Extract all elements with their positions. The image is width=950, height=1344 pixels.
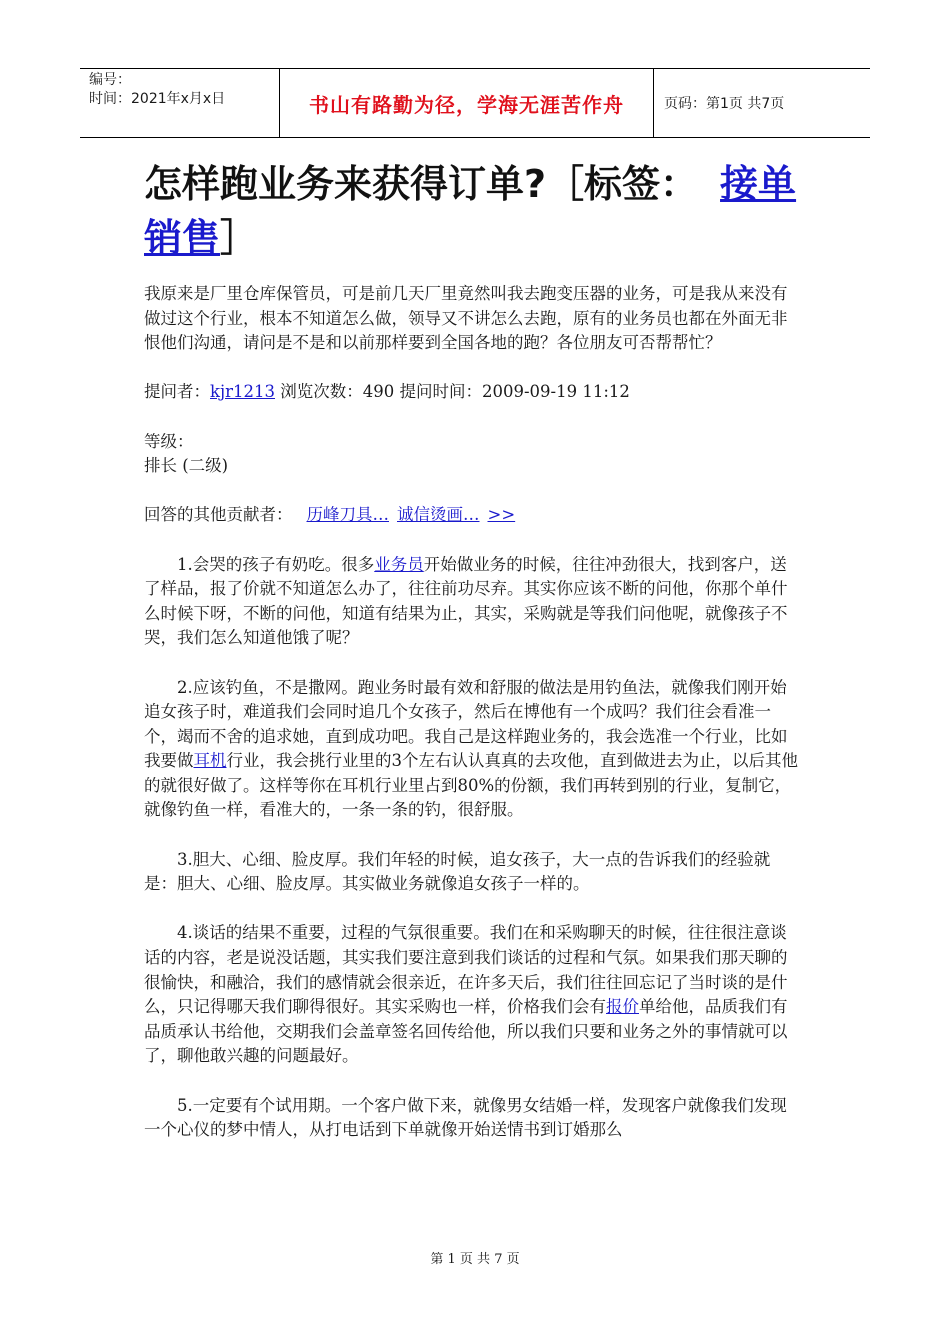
answer-paragraph-3: 3.胆大、心细、脸皮厚。我们年轻的时候，追女孩子，大一点的告诉我们的经验就是：胆大、心细、脸皮厚。其实做业务就像追女孩子一样的。 — [144, 849, 771, 894]
header-meta — [80, 69, 280, 137]
answer-4-text-a: 4.谈话的结果不重要，过程的气氛很重要。我们在和采购聊天的时候，往往很注意谈话的内容，老是说没话题，其实我们要注意到我们谈话的过程和气氛。如果我们那天聊的很愉快，和融洽，我们的感情就会很亲近，在许多天后，我们往往回忘记了当时谈的是什么，只记得哪天我们聊得很好。其实采购也一样，价格我们会有 — [144, 923, 788, 1017]
keyword-link-baojia[interactable]: 报价 — [606, 997, 639, 1017]
answer-4-text-b: 单给他，品质我们有品质承认书给他，交期我们会盖章签名回传给他，所以我们只要和业务之外的事情就可以了，聊他敢兴趣的问题最好。 — [144, 997, 788, 1066]
rank-block — [144, 430, 800, 479]
question-text: 我原来是厂里仓库保管员，可是前几天厂里竟然叫我去跑变压器的业务，可是我从来没有做过这个行业，根本不知道怎么做，领导又不讲怎么去跑，原有的业务员也都在外面无非恨他们沟通，请问是不是和以前那样要到全国各地的跑？各位朋友可否帮帮忙？ — [144, 284, 788, 353]
contributor-link-1[interactable]: 历峰刀具… — [306, 505, 389, 525]
contributor-link-2[interactable]: 诚信烫画… — [397, 505, 480, 525]
page-header — [80, 68, 870, 138]
rank-label: 等级： — [144, 431, 194, 451]
title-text: 怎样跑业务来获得订单?［标签： — [144, 162, 699, 206]
asker-link[interactable]: kjr1213 — [210, 382, 275, 402]
answer-paragraph-4 — [144, 921, 800, 1069]
answer-2-text-a: 2.应该钓鱼，不是撒网。跑业务时最有效和舒服的做法是用钓鱼法，就像我们刚开始追女孩子时，难道我们会同时追几个女孩子，然后在博他有一个成吗？我们往会看准一个，竭而不舍的追求她，直到成功吧。我自己是这样跑业务的，我会选准一个行业，比如我要做 — [144, 677, 788, 771]
answer-1-text-a: 1.会哭的孩子有奶吃。很多 — [177, 554, 375, 574]
tag-link-xiaoshou[interactable]: 销售 — [144, 216, 221, 260]
keyword-link-yewuyuan[interactable]: 业务员 — [374, 554, 424, 574]
header-number: 编号： — [89, 72, 131, 88]
question-meta — [144, 380, 800, 405]
header-page-number: 页码：第1页 共7页 — [664, 96, 785, 112]
answer-paragraph-2 — [144, 676, 800, 824]
rank-value: 排长 (二级) — [144, 456, 229, 476]
title-close-bracket: ］ — [220, 216, 259, 260]
answer-paragraph-5: 5.一定要有个试用期。一个客户做下来，就像男女结婚一样，发现客户就像我们发现一个心仪的梦中情人，从打电话到下单就像开始送情书到订婚那么 — [144, 1095, 787, 1140]
contributors-line — [144, 503, 800, 528]
page-title — [144, 157, 804, 265]
answer-2-text-b: 行业，我会挑行业里的3个左右认认真真的去攻他，直到做进去为止，以后其他的就很好做了。这样等你在耳机行业里占到80%的份额，我们再转到别的行业，复制它，就像钓鱼一样，看准大的，一条一条的钓，很舒服。 — [144, 751, 798, 820]
tag-link-jiedan[interactable]: 接单 — [720, 162, 797, 206]
more-contributors-link[interactable]: >> — [487, 505, 516, 525]
header-motto: 书山有路勤为径，学海无涯苦作舟 — [280, 69, 654, 137]
keyword-link-erji[interactable]: 耳机 — [193, 751, 227, 771]
header-time: 时间：2021年x月x日 — [89, 91, 226, 107]
page-footer: 第 1 页 共 7 页 — [430, 1252, 520, 1267]
asker-label: 提问者： — [144, 382, 210, 402]
question-stats: 浏览次数：490 提问时间：2009-09-19 11:12 — [275, 382, 630, 402]
answer-paragraph-1 — [144, 553, 800, 651]
answer-1-text-b: 开始做业务的时候，往往冲劲很大，找到客户，送了样品，报了价就不知道怎么办了，往往前功尽弃。其实你应该不断的问他，你那个单什么时候下呀，不断的问他，知道有结果为止，其实，采购就是等我们问他呢，就像孩子不哭，我们怎么知道他饿了呢？ — [144, 554, 788, 648]
article-body — [144, 282, 800, 1167]
contributors-label: 回答的其他贡献者： — [144, 505, 293, 525]
